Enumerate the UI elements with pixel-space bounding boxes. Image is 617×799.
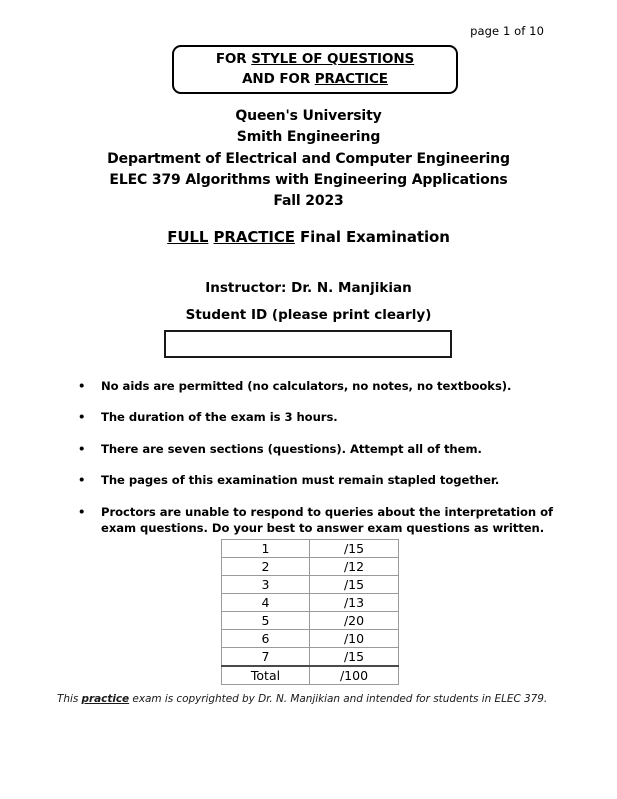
student-id-input[interactable] [164, 330, 452, 358]
notice-line-2-prefix: AND FOR [242, 70, 315, 87]
list-item-text: The duration of the exam is 3 hours. [101, 410, 338, 425]
notice-line-2 [242, 70, 388, 90]
list-item [78, 378, 578, 394]
notice-line-2-underlined: PRACTICE [314, 70, 388, 87]
table-cell-total-marks[interactable]: /100 [310, 666, 399, 685]
table-cell-total-label: Total [222, 666, 310, 685]
table-cell-question: 3 [222, 576, 310, 594]
table-cell-marks[interactable]: /10 [310, 630, 399, 648]
footer-suffix: exam is copyrighted by Dr. N. Manjikian and intended for students in ELEC 379. [129, 693, 548, 705]
table-row [222, 540, 399, 558]
table-cell-question: 6 [222, 630, 310, 648]
institution-heading [0, 106, 617, 212]
bullet-icon: • [78, 504, 86, 519]
table-cell-marks[interactable]: /13 [310, 594, 399, 612]
table-row [222, 558, 399, 576]
table-cell-marks[interactable]: /20 [310, 612, 399, 630]
table-cell-marks[interactable]: /12 [310, 558, 399, 576]
bullet-icon: • [78, 410, 86, 425]
table-cell-marks[interactable]: /15 [310, 540, 399, 558]
marks-table [221, 539, 399, 685]
table-cell-marks[interactable]: /15 [310, 576, 399, 594]
table-row [222, 648, 399, 667]
table-cell-question: 2 [222, 558, 310, 576]
table-cell-question: 1 [222, 540, 310, 558]
instructor-line: Instructor: Dr. N. Manjikian [205, 280, 412, 296]
heading-course: ELEC 379 Algorithms with Engineering Applications [109, 171, 508, 188]
heading-university: Queen's University [235, 108, 382, 124]
list-item [78, 472, 578, 488]
table-cell-marks[interactable]: /15 [310, 648, 399, 667]
list-item-text: Proctors are unable to respond to queries about the interpretation of exam questions. Do your best to answer exam questions as written. [101, 504, 554, 536]
list-item-text: There are seven sections (questions). Attempt all of them. [101, 441, 482, 456]
table-row [222, 630, 399, 648]
footer-prefix: This [57, 693, 82, 705]
copyright-footer [57, 693, 547, 705]
table-row [222, 576, 399, 594]
table-cell-question: 7 [222, 648, 310, 667]
exam-title-full: FULL [167, 228, 209, 246]
student-id-label: Student ID (please print clearly) [185, 307, 432, 323]
list-item-text: The pages of this examination must remain stapled together. [101, 473, 500, 488]
table-row [222, 612, 399, 630]
notice-line-1-prefix: FOR [215, 50, 252, 67]
heading-department: Department of Electrical and Computer Engineering [107, 150, 510, 167]
exam-title-plain: Final Examination [294, 228, 450, 246]
list-item [78, 441, 578, 457]
page-number: page 1 of 10 [470, 24, 544, 38]
table-row [222, 594, 399, 612]
instructions-list [78, 378, 578, 537]
notice-line-1 [216, 50, 414, 70]
exam-title-practice: PRACTICE [213, 228, 295, 246]
footer-emphasis: practice [81, 693, 130, 705]
list-item-text: No aids are permitted (no calculators, no notes, no textbooks). [101, 379, 512, 393]
table-cell-question: 5 [222, 612, 310, 630]
practice-notice-box [172, 45, 458, 94]
bullet-icon: • [78, 441, 86, 456]
bullet-icon: • [78, 379, 86, 393]
table-row-total [222, 666, 399, 685]
bullet-icon: • [78, 473, 86, 488]
list-item [78, 409, 578, 425]
table-cell-question: 4 [222, 594, 310, 612]
list-item [78, 504, 578, 537]
heading-term: Fall 2023 [273, 193, 344, 210]
notice-line-1-underlined: STYLE OF QUESTIONS [251, 50, 415, 67]
exam-title [0, 228, 617, 246]
heading-faculty: Smith Engineering [236, 129, 381, 146]
